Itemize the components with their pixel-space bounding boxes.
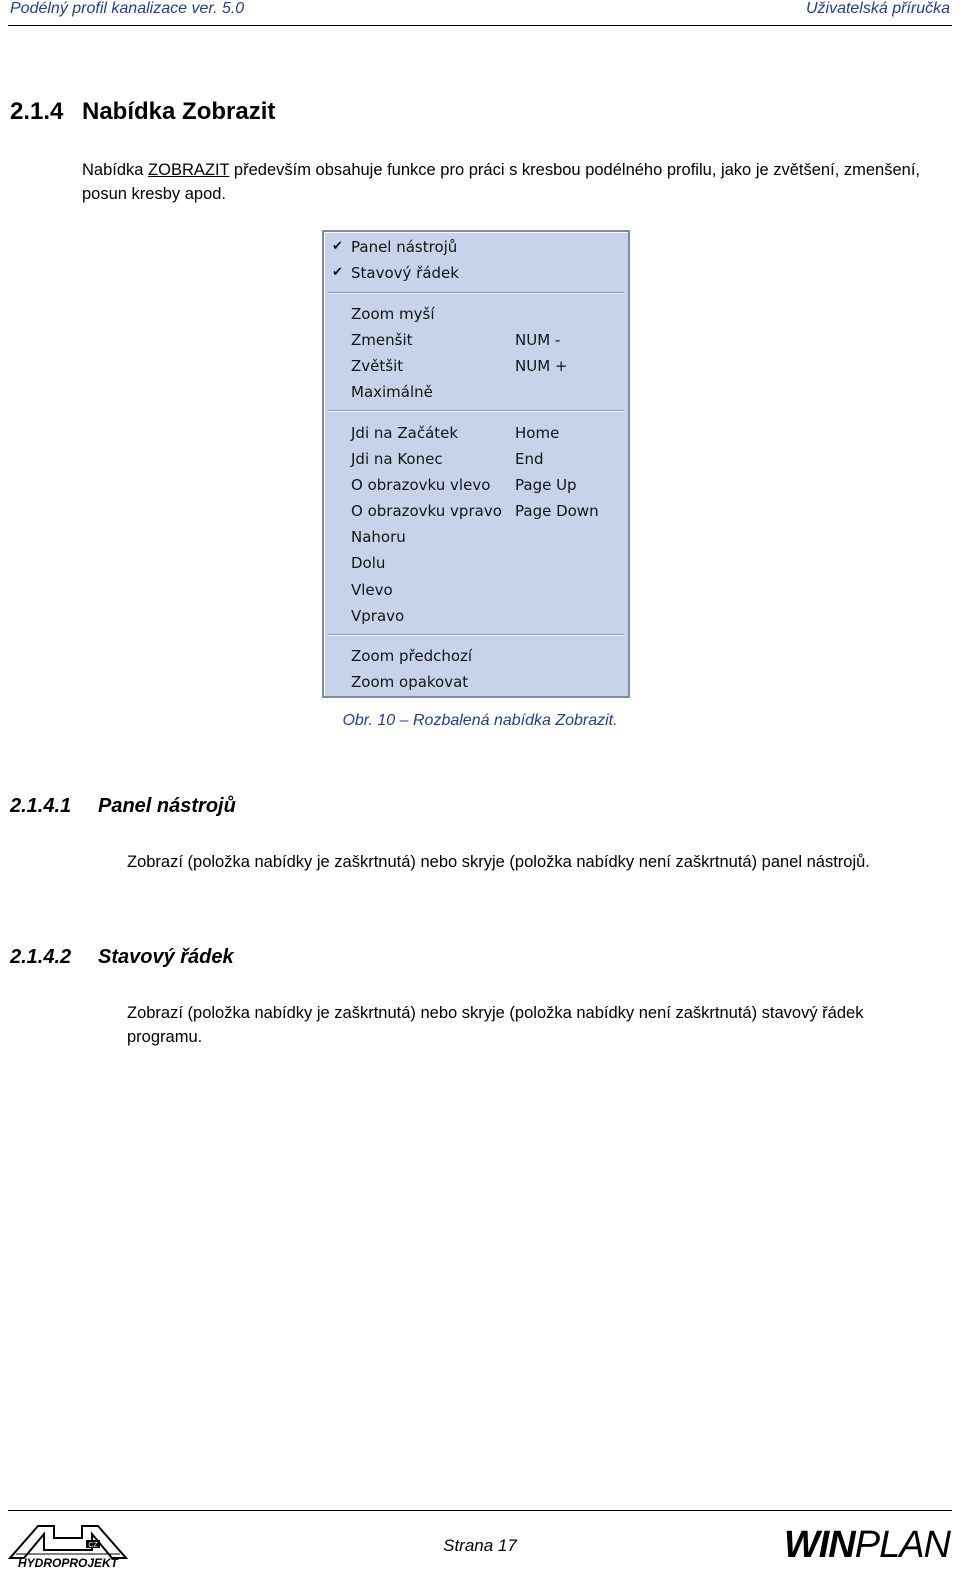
menu-item-label: Jdi na Začátek <box>351 424 459 442</box>
section-title: Nabídka Zobrazit <box>82 98 276 125</box>
page-header <box>8 0 952 26</box>
menu-item-zoom-opakovat[interactable] <box>324 669 628 695</box>
logo-company-text: HYDROPROJEKT <box>17 1556 119 1568</box>
menu-item-label: Zmenšit <box>351 331 413 349</box>
checkmark-icon: ✔ <box>332 265 343 280</box>
logo-plan: PLAN <box>854 1524 950 1566</box>
menu-item-label: Jdi na Konec <box>351 450 443 468</box>
menu-item-shortcut: End <box>515 450 544 468</box>
section-number: 2.1.4 <box>10 98 64 125</box>
checkmark-icon: ✔ <box>332 239 343 254</box>
view-menu-dropdown <box>322 230 630 698</box>
menu-item-label: Panel nástrojů <box>351 238 458 256</box>
menu-item-label: O obrazovku vlevo <box>351 476 491 494</box>
menu-item-shortcut: NUM + <box>515 357 568 375</box>
subsection-heading <box>10 795 236 818</box>
intro-text-after: především obsahuje funkce pro práci s kresbou podélného profilu, jako je zvětšení, zmenšení, posun kresby apod. <box>82 161 920 203</box>
section-heading <box>10 98 275 126</box>
menu-item-zvetsit[interactable] <box>324 353 628 379</box>
menu-item-shortcut: NUM - <box>515 331 561 349</box>
menu-item-label: Zoom opakovat <box>351 673 469 691</box>
winplan-logo <box>784 1524 950 1567</box>
menu-item-zmensit[interactable] <box>324 327 628 353</box>
menu-item-label: Dolu <box>351 554 386 572</box>
menu-item-label: O obrazovku vpravo <box>351 502 502 520</box>
menu-item-zoom-predchozi[interactable] <box>324 643 628 669</box>
subsection-paragraph: Zobrazí (položka nabídky je zaškrtnutá) nebo skryje (položka nabídky není zaškrtnutá) stavový řádek programu. <box>127 1004 864 1046</box>
menu-item-shortcut: Home <box>515 424 560 442</box>
menu-item-nahoru[interactable] <box>324 524 628 550</box>
menu-item-vlevo[interactable] <box>324 577 628 603</box>
menu-item-stavovy-radek[interactable] <box>324 260 628 286</box>
menu-item-label: Zoom myší <box>351 305 435 323</box>
subsection-paragraph: Zobrazí (položka nabídky je zaškrtnutá) nebo skryje (položka nabídky není zaškrtnutá) panel nástrojů. <box>127 853 870 871</box>
menu-item-label: Nahoru <box>351 528 406 546</box>
document-type: Uživatelská příručka <box>805 0 950 17</box>
menu-item-maximalne[interactable] <box>324 379 628 405</box>
logo-cz-text: CZ <box>88 1542 98 1549</box>
menu-separator <box>328 410 624 412</box>
page-number: Strana 17 <box>443 1536 517 1555</box>
subsection-title: Panel nástrojů <box>98 795 236 817</box>
menu-item-label: Maximálně <box>351 383 433 401</box>
menu-item-label: Vlevo <box>351 581 393 599</box>
menu-item-obrazovku-vlevo[interactable] <box>324 472 628 498</box>
menu-item-shortcut: Page Up <box>515 476 577 494</box>
logo-win: WIN <box>783 1524 855 1566</box>
intro-text-before: Nabídka <box>82 161 149 179</box>
intro-paragraph <box>82 158 952 206</box>
menu-item-label: Zvětšit <box>351 357 404 375</box>
subsection-title: Stavový řádek <box>98 946 234 968</box>
menu-item-panel-nastroju[interactable] <box>324 234 628 260</box>
menu-item-zoom-mysi[interactable] <box>324 301 628 327</box>
menu-item-label: Stavový řádek <box>351 264 459 282</box>
menu-item-dolu[interactable] <box>324 550 628 576</box>
menu-item-label: Zoom předchozí <box>351 647 473 665</box>
menu-separator <box>328 634 624 636</box>
menu-item-label: Vpravo <box>351 607 405 625</box>
footer-divider <box>8 1510 952 1511</box>
menu-name-link: ZOBRAZIT <box>148 161 230 179</box>
menu-separator <box>328 292 624 294</box>
menu-item-obrazovku-vpravo[interactable] <box>324 498 628 524</box>
menu-item-vpravo[interactable] <box>324 603 628 629</box>
subsection-number: 2.1.4.1 <box>10 795 72 817</box>
menu-item-jdi-na-zacatek[interactable] <box>324 420 628 446</box>
subsection-heading <box>10 946 234 969</box>
menu-item-jdi-na-konec[interactable] <box>324 446 628 472</box>
figure-caption: Obr. 10 – Rozbalená nabídka Zobrazit. <box>342 712 618 729</box>
menu-item-shortcut: Page Down <box>515 502 599 520</box>
subsection-number: 2.1.4.2 <box>10 946 72 968</box>
document-title: Podélný profil kanalizace ver. 5.0 <box>10 0 245 17</box>
